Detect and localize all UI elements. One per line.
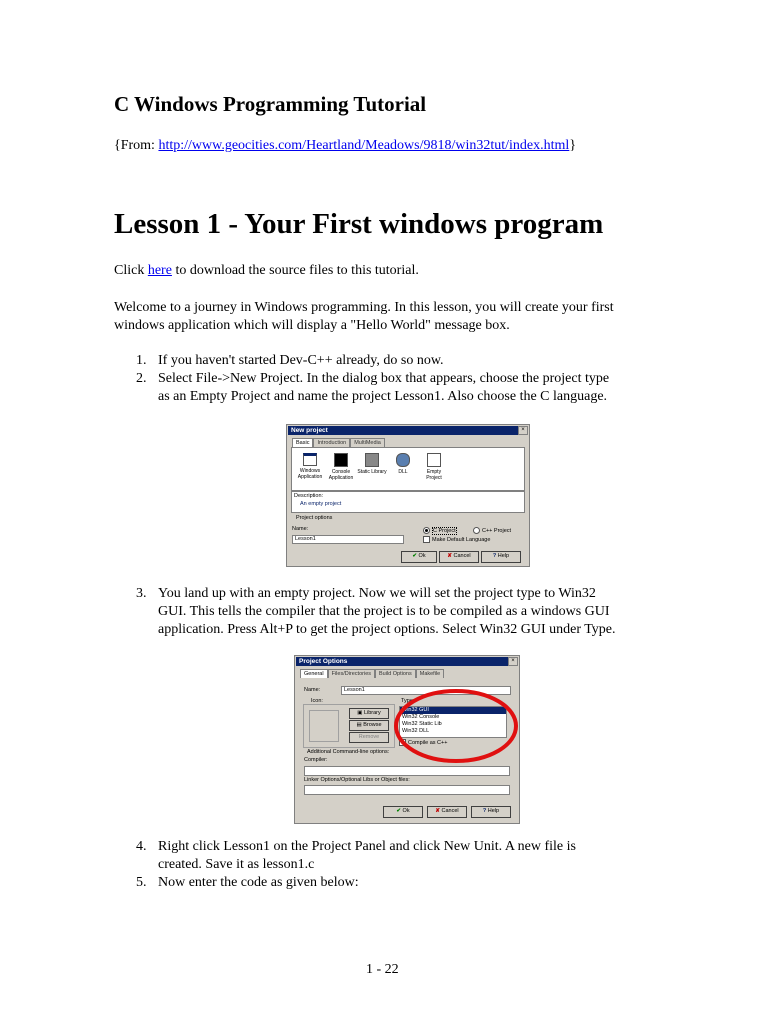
help-button[interactable] [471, 806, 511, 818]
step-number: 2. [136, 371, 147, 386]
cross-icon: ✘ [447, 553, 452, 559]
help-label: Help [497, 553, 510, 559]
cpp-project-radio[interactable] [473, 527, 511, 535]
library-label: Library [363, 710, 381, 716]
name-label: Name: [292, 526, 309, 532]
cancel-button[interactable] [427, 806, 467, 818]
cancel-label: Cancel [453, 553, 471, 559]
type-item-win32-console[interactable]: Win32 Console [402, 714, 440, 720]
source-prefix: {From: [114, 138, 159, 153]
help-button[interactable] [481, 551, 521, 563]
static-library-item[interactable] [357, 453, 387, 475]
ok-label: Ok [418, 553, 426, 559]
compiler-label: Compiler: [304, 757, 328, 763]
step-line: created. Save it as lesson1.c [158, 857, 315, 872]
project-options-label: Project options [296, 515, 333, 521]
type-item-win32-dll[interactable]: Win32 DLL [402, 728, 430, 734]
download-link[interactable]: here [147, 263, 172, 278]
question-icon: ? [482, 808, 487, 814]
library-icon [365, 453, 379, 467]
tab-build-options[interactable]: Build Options [375, 669, 416, 678]
icon-label: Icon: [311, 698, 323, 704]
dll-item[interactable] [388, 453, 418, 475]
browse-button[interactable] [349, 720, 389, 731]
ok-label: Ok [402, 808, 410, 814]
folder-icon: ▤ [356, 722, 362, 728]
tab-makefile[interactable]: Makefile [416, 669, 444, 678]
cross-icon: ✘ [435, 808, 440, 814]
tab-strip [292, 438, 385, 447]
tab-introduction[interactable]: Introduction [313, 438, 350, 447]
radio-label: C Project [433, 527, 456, 534]
welcome-line: Welcome to a journey in Windows programming. In this lesson, you will create your first [114, 300, 614, 315]
compiler-input[interactable] [304, 766, 510, 776]
windows-application-item[interactable] [295, 453, 325, 480]
step-line: Right click Lesson1 on the Project Panel and click New Unit. A new file is [158, 839, 576, 854]
icon-preview [309, 710, 339, 742]
step-number: 1. [136, 353, 147, 368]
radio-icon [423, 527, 430, 534]
close-icon[interactable]: × [508, 657, 518, 666]
new-project-dialog [286, 424, 530, 567]
help-label: Help [487, 808, 500, 814]
check-icon: ✔ [412, 553, 418, 559]
console-icon [334, 453, 348, 467]
name-label: Name: [304, 687, 321, 693]
window-icon [303, 453, 317, 466]
description-text: An empty project [300, 501, 342, 507]
empty-project-item[interactable] [419, 453, 449, 481]
step-line: You land up with an empty project. Now we will set the project type to Win32 [158, 586, 596, 601]
step-line: as an Empty Project and name the project Lesson1. Also choose the C language. [158, 389, 608, 404]
download-paragraph [114, 262, 674, 280]
source-suffix: } [569, 138, 577, 153]
item-label: DLL [398, 469, 408, 475]
check-icon: ✔ [396, 808, 402, 814]
document-title: C Windows Programming Tutorial [114, 92, 427, 116]
welcome-line: windows application which will display a "Hello World" message box. [114, 318, 510, 333]
ok-button[interactable] [401, 551, 437, 563]
checkbox-icon [423, 536, 430, 543]
radio-icon [473, 527, 480, 534]
item-label: Console Application [328, 469, 354, 481]
project-name-input[interactable]: Lesson1 [341, 686, 511, 695]
library-icon: ▣ [357, 710, 363, 716]
cancel-button[interactable] [439, 551, 479, 563]
tab-strip [300, 669, 444, 678]
item-label: Windows Application [297, 468, 323, 480]
step-line: If you haven't started Dev-C++ already, do so now. [158, 353, 444, 368]
step-line: GUI. This tells the compiler that the project is to be compiled as a windows GUI [158, 604, 610, 619]
tab-multimedia[interactable]: MultiMedia [350, 438, 385, 447]
project-name-input[interactable]: Lesson1 [292, 535, 404, 544]
item-label: Static Library [357, 469, 387, 475]
source-link[interactable]: http://www.geocities.com/Heartland/Meadows/9818/win32tut/index.html [158, 138, 570, 153]
make-default-checkbox[interactable] [423, 536, 490, 544]
dialog-titlebar: Project Options [296, 657, 518, 666]
document-icon [427, 453, 441, 467]
tab-files-directories[interactable]: Files/Directories [328, 669, 375, 678]
cmdline-label: Additional Command-line options: [307, 749, 390, 755]
browse-label: Browse [363, 722, 382, 728]
download-after: to download the source files to this tutorial. [171, 263, 419, 278]
step-number: 4. [136, 839, 147, 854]
dialog-titlebar: New project [288, 426, 528, 435]
project-type-list [291, 447, 525, 491]
console-application-item[interactable] [326, 453, 356, 481]
linker-input[interactable] [304, 785, 510, 795]
tab-general[interactable]: General [300, 669, 328, 678]
remove-label: Remove [358, 734, 380, 740]
item-label: Empty Project [426, 469, 442, 481]
ok-button[interactable] [383, 806, 423, 818]
tab-basic[interactable]: Basic [292, 438, 313, 447]
close-icon[interactable]: × [518, 426, 528, 435]
description-label: Description: [294, 493, 324, 499]
step-line: application. Press Alt+P to get the project options. Select Win32 GUI under Type. [158, 622, 616, 637]
library-button[interactable] [349, 708, 389, 719]
type-item-win32-gui[interactable]: Win32 GUI [400, 707, 506, 714]
type-label: Type: [401, 698, 415, 704]
lesson-heading: Lesson 1 - Your First windows program [114, 208, 604, 240]
type-item-win32-static-lib[interactable]: Win32 Static Lib [402, 721, 442, 727]
step-line: Now enter the code as given below: [158, 875, 359, 890]
cancel-label: Cancel [441, 808, 459, 814]
project-options-dialog [294, 655, 520, 824]
description-box [291, 491, 525, 513]
linker-label: Linker Options/Optional Libs or Object files: [304, 777, 410, 783]
download-before: Click [114, 263, 148, 278]
remove-button[interactable] [349, 732, 389, 743]
checkbox-label: Compile as C++ [408, 739, 448, 746]
c-project-radio[interactable] [423, 527, 457, 535]
step-number: 5. [136, 875, 147, 890]
welcome-paragraph [114, 299, 674, 335]
step-line: Select File->New Project. In the dialog box that appears, choose the project type [158, 371, 610, 386]
dll-icon [396, 453, 410, 467]
step-number: 3. [136, 586, 147, 601]
page-number: 1 - 22 [366, 962, 399, 977]
question-icon: ? [492, 553, 497, 559]
checkbox-label: Make Default Language [432, 536, 491, 543]
radio-label: C++ Project [482, 527, 512, 534]
source-line [114, 138, 576, 154]
highlight-circle [391, 686, 521, 766]
